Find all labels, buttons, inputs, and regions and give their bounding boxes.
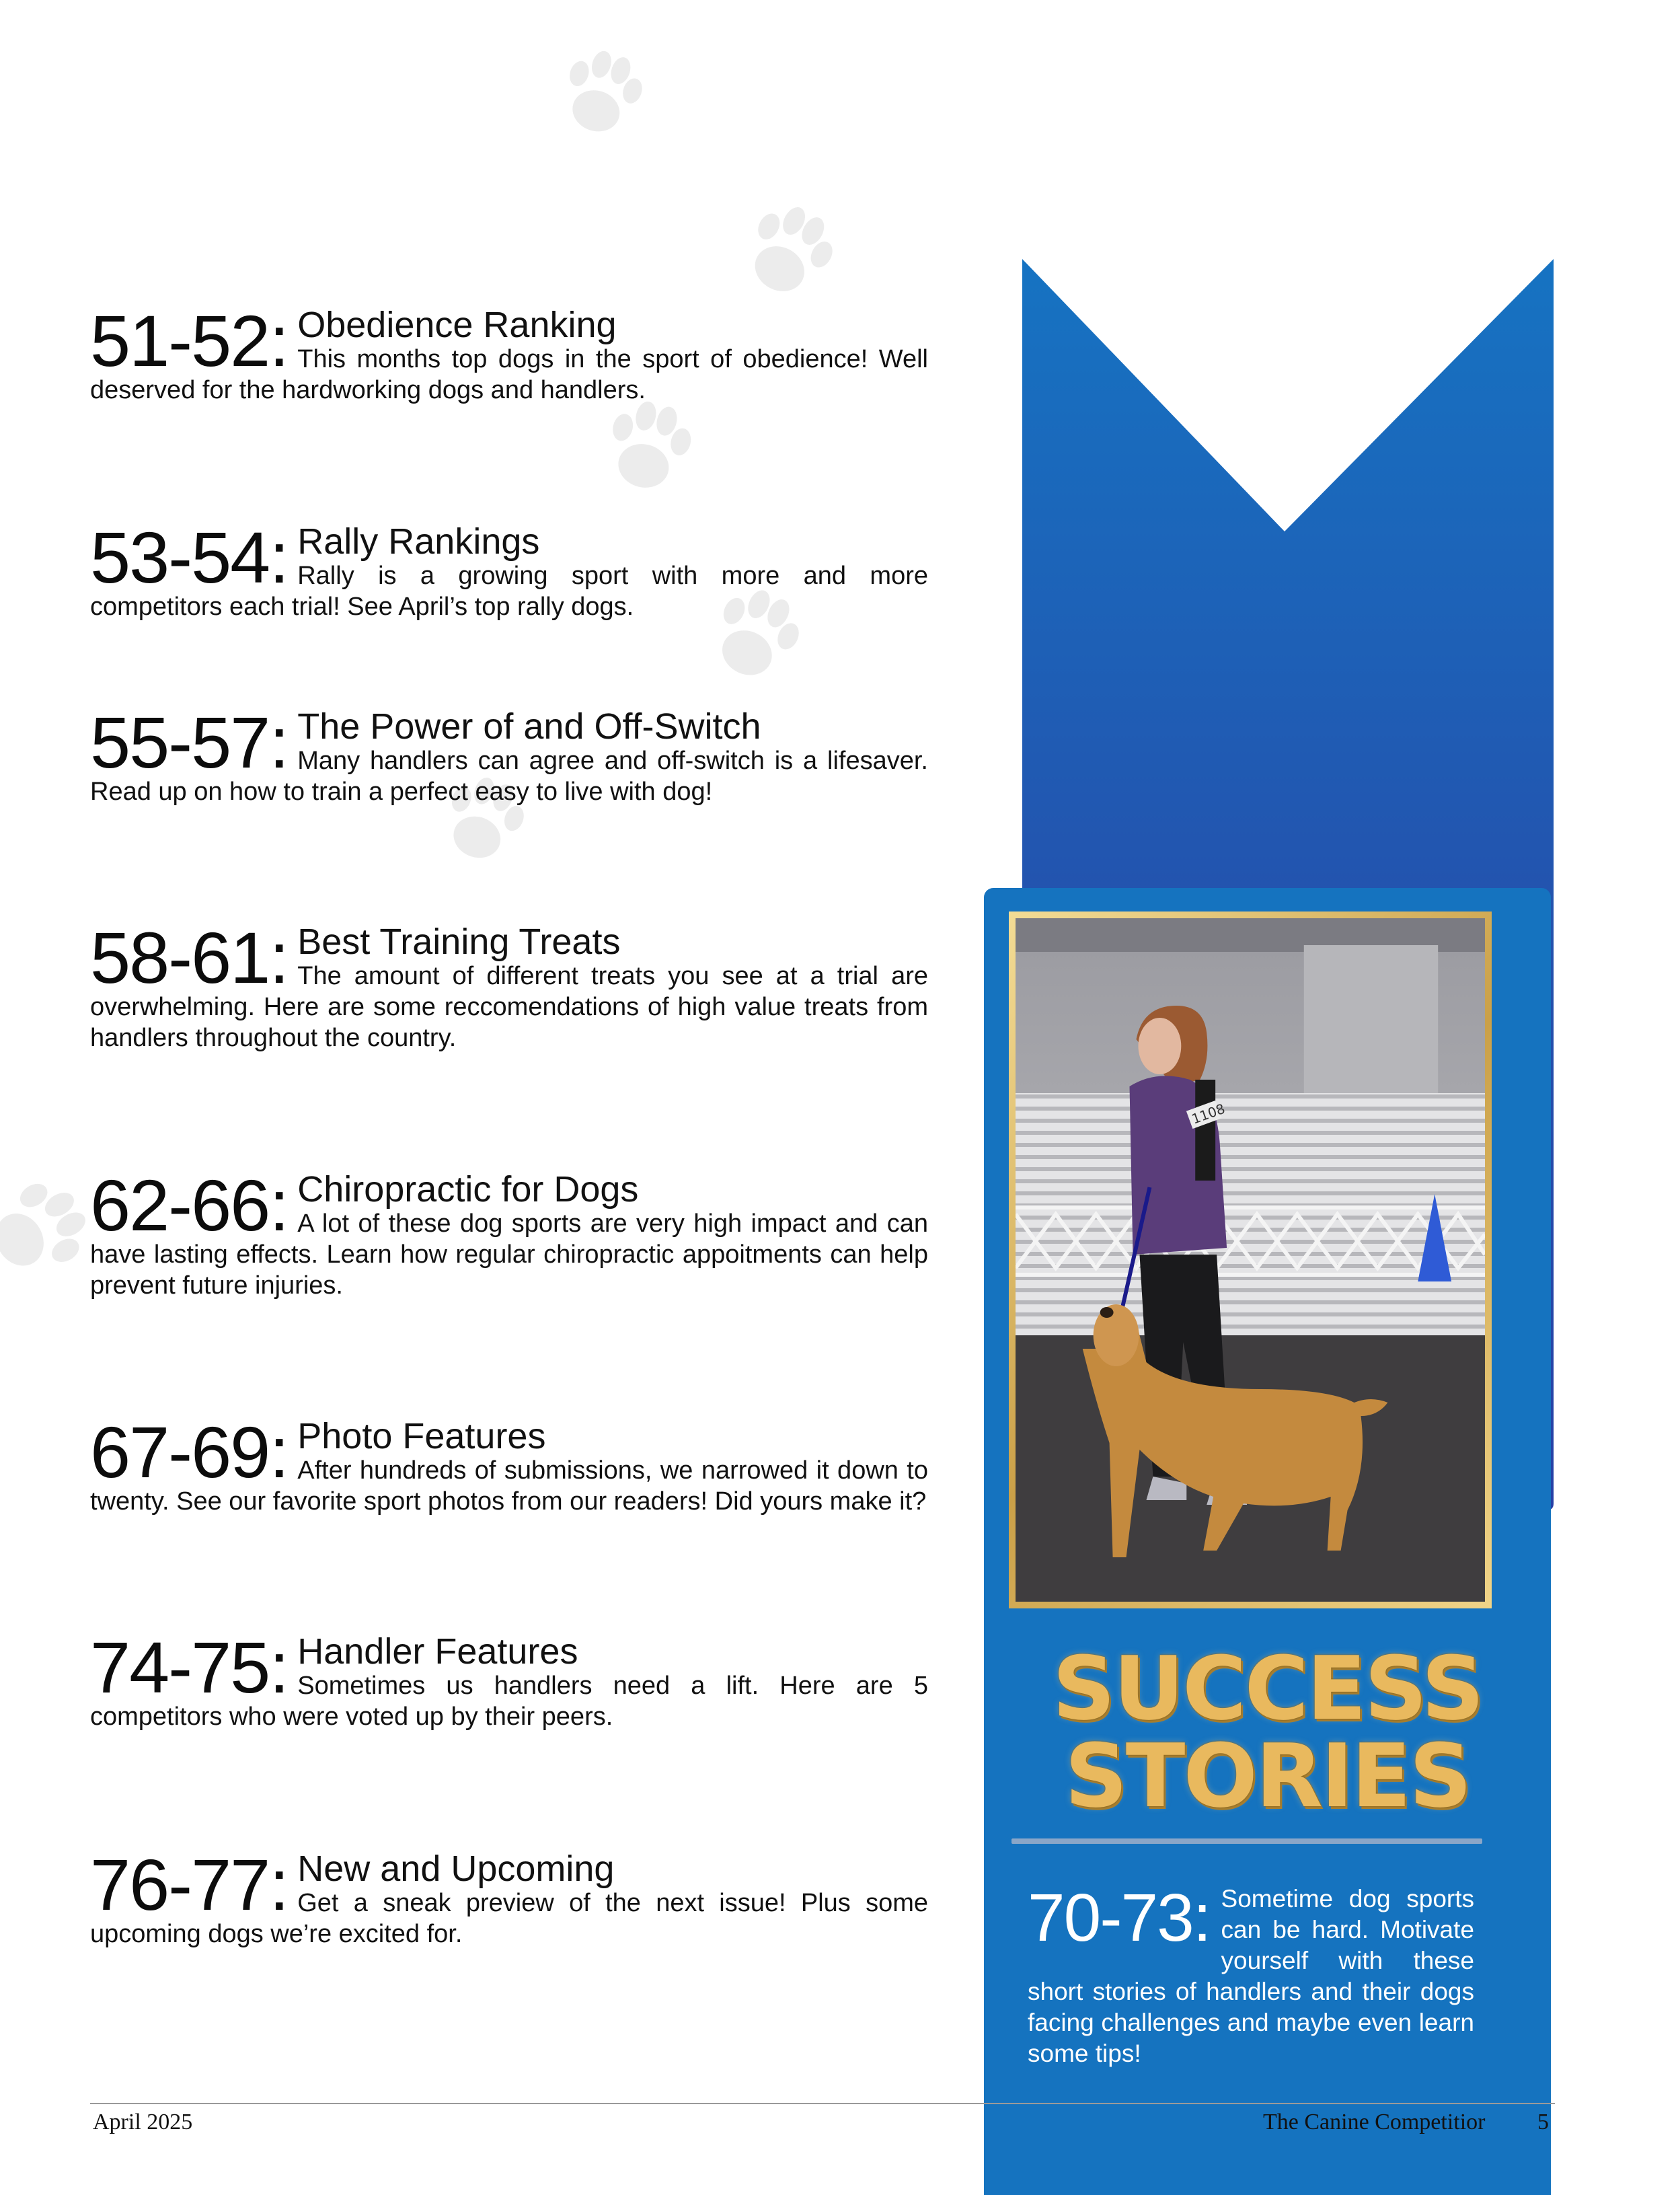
toc-entry[interactable] xyxy=(90,917,928,1053)
page-range: 53-54: xyxy=(90,517,289,598)
paw-print-icon xyxy=(720,178,860,320)
toc-entry[interactable] xyxy=(90,1844,928,1949)
entry-description: After hundreds of submissions, we narrowed it down to twenty. See our favorite sport photos from our readers! Did yours make it? xyxy=(90,1456,928,1516)
entry-description: Get a sneak preview of the next issue! Plus some upcoming dogs we’re excited for. xyxy=(90,1889,928,1948)
footer-date: April 2025 xyxy=(93,2110,193,2134)
toc-entry[interactable] xyxy=(90,517,928,622)
entry-title: Obedience Ranking xyxy=(297,305,617,345)
entry-title: Handler Features xyxy=(297,1631,578,1672)
toc-entry[interactable] xyxy=(90,1627,928,1732)
page-range: 62-66: xyxy=(90,1164,289,1246)
page-range: 55-57: xyxy=(90,702,289,783)
entry-title: Best Training Treats xyxy=(297,922,621,962)
toc-entry[interactable] xyxy=(90,1164,928,1301)
entry-title: Rally Rankings xyxy=(297,521,540,562)
paw-print-icon xyxy=(542,28,663,153)
entry-title: New and Upcoming xyxy=(297,1849,615,1889)
bib-number: 1108 xyxy=(1189,1100,1227,1127)
footer-rule xyxy=(90,2103,1555,2104)
entry-description: The amount of different treats you see at a trial are overwhelming. Here are some reccomendations of high value treats from handlers throughout the country. xyxy=(90,962,928,1052)
entry-description: A lot of these dog sports are very high impact and can have lasting effects. Learn how regular chiropractic appoitments can help prevent future injuries. xyxy=(90,1210,928,1300)
feature-entry[interactable] xyxy=(1028,1880,1474,2069)
page-range: 76-77: xyxy=(90,1844,289,1925)
toc-entry[interactable] xyxy=(90,702,928,807)
page-range: 67-69: xyxy=(90,1411,289,1493)
entry-description: Many handlers can agree and off-switch is a lifesaver. Read up on how to train a perfect easy to live with dog! xyxy=(90,747,928,806)
page-range: 51-52: xyxy=(90,300,289,381)
page-number: 5 xyxy=(1537,2110,1549,2134)
footer-magazine-name: The Canine Competitior xyxy=(1263,2110,1486,2134)
page-range: 74-75: xyxy=(90,1627,289,1708)
entry-title: Photo Features xyxy=(297,1416,546,1456)
toc-entry[interactable] xyxy=(90,1411,928,1517)
feature-title-line2: STORIES xyxy=(1065,1725,1470,1827)
feature-title-line1: SUCCESS xyxy=(1052,1637,1483,1740)
page-range: 70-73: xyxy=(1028,1880,1211,1956)
entry-description: Rally is a growing sport with more and more competitors each trial! See April’s top rally dogs. xyxy=(90,562,928,621)
entry-description: This months top dogs in the sport of obedience! Well deserved for the hardworking dogs and handlers. xyxy=(90,345,928,404)
divider xyxy=(1011,1838,1482,1844)
toc-entry[interactable] xyxy=(90,300,928,406)
entry-description: Sometime dog sports can be hard. Motivate yourself with these short stories of handlers and their dogs facing challenges and maybe even learn some tips! xyxy=(1028,1885,1474,2067)
entry-description: Sometimes us handlers need a lift. Here are 5 competitors who were voted up by their peers. xyxy=(90,1672,928,1731)
page-range: 58-61: xyxy=(90,917,289,998)
feature-photo[interactable] xyxy=(1009,912,1492,1608)
entry-title: Chiropractic for Dogs xyxy=(297,1169,639,1210)
entry-title: The Power of and Off-Switch xyxy=(297,706,761,747)
